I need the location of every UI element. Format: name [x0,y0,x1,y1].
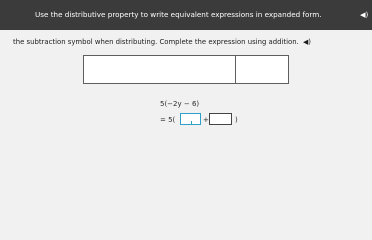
plus-sign: + [203,116,209,124]
instruction-text: the subtraction symbol when distributing. Complete the expression using addition. [13,38,299,46]
text-cursor [191,121,192,124]
answer-cell-left[interactable] [84,56,236,83]
instruction-line [13,38,372,46]
header-instruction-text: Use the distributive property to write equivalent expressions in expanded form. [35,10,322,19]
original-expression: 5(−2y − 6) [160,100,200,108]
answer-input-2[interactable] [209,113,232,125]
speaker-icon[interactable]: ◀) [360,10,369,19]
answer-cell-right[interactable] [236,56,288,83]
speaker-icon[interactable]: ◀) [302,38,311,46]
header-bar [0,0,372,30]
closing-parenthesis: ) [235,116,238,124]
answer-input-1[interactable] [180,113,201,125]
answer-table [83,55,289,84]
expression-prefix: = 5( [160,116,176,124]
